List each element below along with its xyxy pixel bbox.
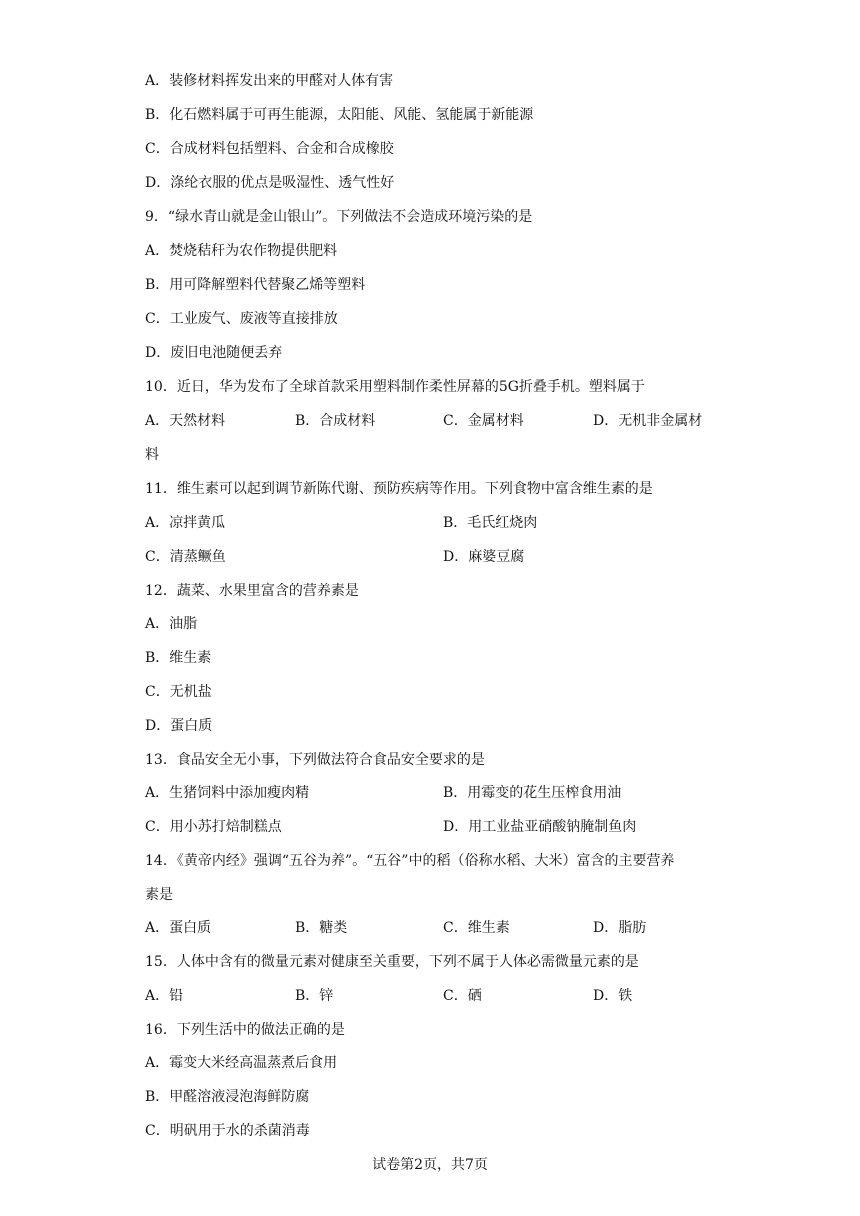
q11-option-d: D．麻婆豆腐 [443, 549, 525, 565]
q14-option-d: D．脂肪 [593, 920, 647, 936]
q13-stem: 13．食品安全无小事，下列做法符合食品安全要求的是 [145, 752, 485, 768]
q15-options [145, 986, 725, 1006]
q16-stem: 16．下列生活中的做法正确的是 [145, 1022, 345, 1038]
q13-option-c: C．用小苏打焙制糕点 [145, 819, 282, 835]
q15-stem: 15．人体中含有的微量元素对健康至关重要，下列不属于人体必需微量元素的是 [145, 954, 639, 970]
q9-option-d: D．废旧电池随便丢弃 [145, 345, 283, 361]
q13-option-d: D．用工业盐亚硝酸钠腌制鱼肉 [443, 819, 637, 835]
q16-option-a: A．霉变大米经高温蒸煮后食用 [145, 1055, 338, 1071]
q10-option-a: A．天然材料 [145, 413, 226, 429]
q14-stem-continued: 素是 [145, 887, 173, 903]
q8-option-d: D．涤纶衣服的优点是吸湿性、透气性好 [145, 175, 395, 191]
q14-options [145, 918, 725, 938]
q10-option-d: D．无机非金属材 [593, 413, 703, 429]
q9-stem: 9．“绿水青山就是金山银山”。下列做法不会造成环境污染的是 [145, 209, 533, 225]
q13-option-a: A．生猪饲料中添加瘦肉精 [145, 785, 310, 801]
q14-option-a: A．蛋白质 [145, 920, 212, 936]
q15-option-d: D．铁 [593, 988, 633, 1004]
q8-option-a: A．装修材料挥发出来的甲醛对人体有害 [145, 73, 394, 89]
q9-option-a: A．焚烧秸秆为农作物提供肥料 [145, 243, 338, 259]
q9-option-b: B．用可降解塑料代替聚乙烯等塑料 [145, 277, 366, 293]
q15-option-b: B．锌 [295, 988, 334, 1004]
q13-options-row1 [145, 783, 725, 803]
q11-options-row1 [145, 513, 725, 533]
q12-stem: 12．蔬菜、水果里富含的营养素是 [145, 583, 359, 599]
q10-option-c: C．金属材料 [443, 413, 524, 429]
q11-option-c: C．清蒸鳜鱼 [145, 549, 226, 565]
q10-options [145, 411, 725, 431]
q12-option-d: D．蛋白质 [145, 718, 213, 734]
q11-option-b: B．毛氏红烧肉 [443, 515, 538, 531]
q16-option-c: C．明矾用于水的杀菌消毒 [145, 1123, 310, 1139]
q13-option-b: B．用霉变的花生压榨食用油 [443, 785, 622, 801]
q14-option-b: B．糖类 [295, 920, 348, 936]
q12-option-a: A．油脂 [145, 616, 198, 632]
q10-stem: 10．近日，华为发布了全球首款采用塑料制作柔性屏幕的5G折叠手机。塑料属于 [145, 379, 645, 395]
q10-option-d-continued: 料 [145, 447, 159, 463]
page-footer: 试卷第2页，共7页 [372, 1157, 488, 1173]
q12-option-c: C．无机盐 [145, 684, 212, 700]
q8-option-c: C．合成材料包括塑料、合金和合成橡胶 [145, 141, 394, 157]
q11-option-a: A．凉拌黄瓜 [145, 515, 226, 531]
q8-option-b: B．化石燃料属于可再生能源，太阳能、风能、氢能属于新能源 [145, 107, 534, 123]
q10-option-b: B．合成材料 [295, 413, 376, 429]
q11-stem: 11．维生素可以起到调节新陈代谢、预防疾病等作用。下列食物中富含维生素的是 [145, 481, 653, 497]
q12-option-b: B．维生素 [145, 650, 212, 666]
q15-option-c: C．硒 [443, 988, 482, 1004]
q14-option-c: C．维生素 [443, 920, 510, 936]
q9-option-c: C．工业废气、废液等直接排放 [145, 311, 338, 327]
q15-option-a: A．铅 [145, 988, 184, 1004]
q14-stem: 14．《黄帝内经》强调“五谷为养”。“五谷”中的稻（俗称水稻、大米）富含的主要营养 [145, 853, 675, 869]
q16-option-b: B．甲醛溶液浸泡海鲜防腐 [145, 1089, 310, 1105]
q13-options-row2 [145, 817, 725, 837]
q11-options-row2 [145, 547, 725, 567]
